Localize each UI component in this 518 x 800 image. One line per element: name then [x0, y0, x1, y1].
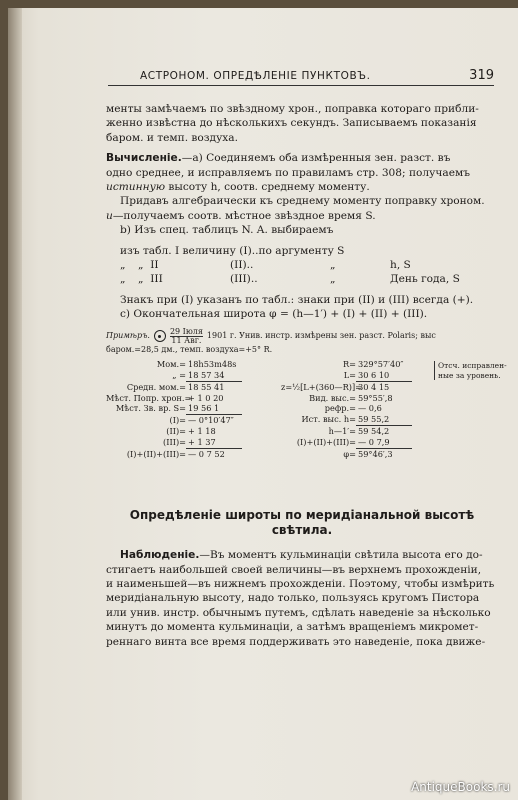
calc-value: — 0,6 — [358, 403, 382, 414]
book-spine — [8, 8, 22, 800]
paragraph: Наблюденіе.—Въ моментъ кульминаціи свѣтила высота его до- — [120, 549, 483, 562]
right-calc-column — [281, 359, 431, 459]
calc-value: 59 55,2 — [358, 414, 390, 425]
calc-row — [281, 359, 431, 370]
running-title: АСТРОНОМ. ОПРЕДѢЛЕНІЕ ПУНКТОВЪ. — [140, 70, 371, 82]
calc-value: 18 55 41 — [188, 381, 225, 392]
lookup-row: „ „ II (II).. „ h, S — [120, 259, 411, 272]
text-line: баром. и темп. воздуха. — [106, 131, 238, 144]
calc-value: — 0°10′47″ — [188, 415, 234, 426]
calc-value: 18h53m48s — [188, 359, 237, 370]
section-heading: Вычисленіе. — [106, 152, 182, 165]
calc-row — [281, 437, 431, 448]
calc-label: Мѣст. Зв. вр. S= — [115, 403, 186, 414]
date-fraction: $\frac{\text{29 Іюля}}{\text{11 Авг.}}$ — [169, 326, 203, 345]
calc-value: + 1 37 — [188, 436, 216, 447]
calc-row — [106, 382, 296, 393]
page-number: 319 — [469, 68, 494, 83]
calc-label: Мом.= — [156, 359, 186, 370]
level-correction-note: Отсч. исправлен- ные за уровень. — [434, 361, 508, 380]
calc-value: 19 56 1 — [188, 403, 220, 414]
calc-value: 59°55′,8 — [358, 392, 393, 403]
text-line: женно извѣстна до нѣсколькихъ секундъ. Записываемъ показанія — [106, 117, 477, 130]
calc-row — [281, 393, 431, 404]
paragraph: Вычисленіе.—а) Соединяемъ оба измѣренныя зен. разст. въ — [106, 152, 451, 165]
calc-label: (I)= — [169, 415, 186, 426]
calc-label: рефр.= — [324, 403, 356, 414]
example-heading: Примѣръ. $\frac{\text{29 Іюля}}{\text{11 Авг.}}$ 1901 г. Унив. инстр. измѣрены зен. разст. Polaris; выс — [106, 326, 436, 345]
text-line: b) Изъ спец. таблицъ N. A. выбираемъ — [120, 224, 334, 237]
lookup-row: изъ табл. I величину (I)..по аргументу S — [120, 244, 345, 257]
calc-label: (I)+(II)+(III)= — [126, 448, 186, 459]
text-line: менты замѣчаемъ по звѣздному хрон., поправка котораго прибли- — [106, 103, 479, 115]
text-line: и наименьшей—въ нижнемъ прохожденіи. Поэтому, чтобы измѣрить — [106, 578, 495, 590]
text-line: минутъ до момента кульминаціи, а затѣмъ вращеніемъ микромет- — [106, 621, 479, 634]
calc-row — [106, 370, 296, 381]
calc-value: 59°46′,3 — [358, 448, 393, 459]
page-body — [106, 102, 507, 649]
calc-label: z=½[L+(360—R)]= — [281, 381, 363, 392]
text-line: c) Окончательная широта φ = (h—1′) + (I) + (II) + (III). — [120, 308, 428, 321]
table-lookup — [106, 244, 498, 287]
text-line: меридіанальную высоту, надо только, пользуясь кругомъ Пистора — [106, 592, 480, 605]
text-line: стигаетъ наибольшей своей величины—въ верхнемъ прохожденіи, — [106, 563, 482, 576]
text-line: истинную высоту h, соотв. среднему моменту. — [106, 181, 370, 194]
calc-label: (II)= — [166, 425, 186, 436]
left-calc-column — [106, 359, 296, 459]
calc-row — [281, 426, 431, 437]
calc-value: 59 54,2 — [358, 425, 390, 436]
calc-label: Вид. выс.= — [309, 392, 356, 403]
calc-row — [281, 414, 431, 425]
calc-row — [106, 449, 296, 460]
calc-row — [106, 426, 296, 437]
calc-value: + 1 18 — [188, 425, 216, 436]
calc-label: L= — [343, 369, 356, 380]
example-calculation — [106, 359, 507, 494]
calc-value: — 0 7 52 — [188, 448, 225, 459]
calc-row — [281, 382, 431, 393]
calc-label: φ= — [343, 448, 356, 459]
text-line: u—получаемъ соотв. мѣстное звѣздное время S. — [106, 209, 376, 222]
lookup-row: „ „ III (III).. „ День года, S — [120, 273, 460, 286]
calc-label: Средн. мом.= — [126, 381, 186, 392]
calc-value: + 1 0 20 — [188, 392, 224, 403]
calc-row — [106, 415, 296, 426]
section-heading: Наблюденіе. — [120, 549, 200, 562]
book-page — [8, 8, 518, 800]
calc-value: 18 57 34 — [188, 369, 225, 380]
text-line: или унив. инстр. обычнымъ путемъ, сдѣлать наведеніе за нѣсколько — [106, 606, 491, 619]
calc-label: h—1′= — [328, 425, 356, 436]
calc-label: R= — [342, 359, 356, 370]
calc-label: (I)+(II)+(III)= — [296, 436, 356, 447]
text-line: одно среднее, и исправляемъ по правиламъ стр. 308; получаемъ — [106, 166, 470, 179]
calc-row — [281, 403, 431, 414]
text-line: Знакъ при (I) указанъ по табл.: знаки при (II) и (III) всегда (+). — [120, 293, 474, 306]
text-line: Придавъ алгебраически къ среднему моменту поправку хроном. — [120, 195, 485, 208]
header-rule — [108, 85, 494, 86]
text-line: баром.=28,5 дм., темп. воздуха=+5° R. — [106, 344, 273, 354]
watermark: AntiqueBooks.ru — [411, 780, 510, 794]
calc-row — [106, 393, 296, 404]
calc-value: 329°57′40″ — [358, 359, 404, 370]
calc-value: — 0 7,9 — [358, 436, 390, 447]
calc-value: 30 6 10 — [358, 369, 390, 380]
calc-label: Ист. выс. h= — [301, 414, 356, 425]
calc-row — [106, 437, 296, 448]
calc-label: (III)= — [163, 436, 186, 447]
calc-row — [281, 370, 431, 381]
calc-row — [281, 449, 431, 460]
sun-symbol-icon — [154, 330, 166, 342]
calc-label: „ = — [172, 369, 186, 380]
calc-row — [106, 359, 296, 370]
calc-value: 30 4 15 — [358, 381, 390, 392]
text-line: реннаго винта все время поддерживать это наведеніе, пока движе- — [106, 635, 486, 648]
calc-label: Мѣст. Попр. хрон.= — [106, 392, 192, 403]
calc-row — [106, 403, 296, 414]
section-title: Опредѣленіе широты по меридіанальной высотѣ свѣтила. — [129, 508, 475, 538]
